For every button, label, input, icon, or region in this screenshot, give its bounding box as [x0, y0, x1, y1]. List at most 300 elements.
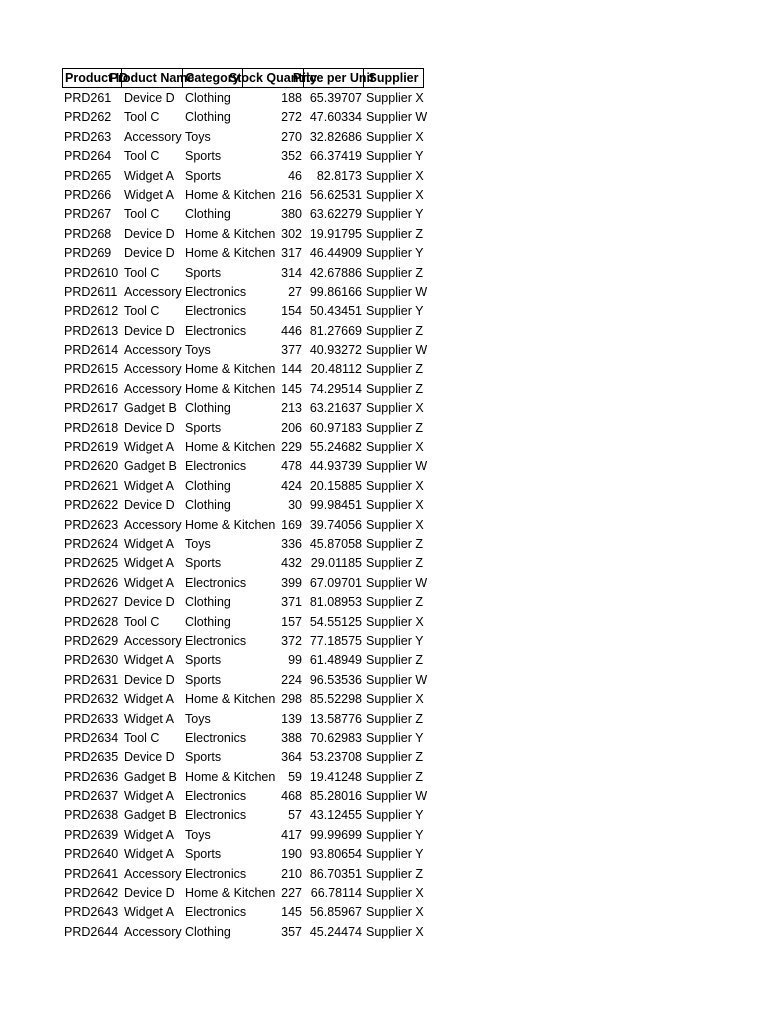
- cell-stock-quantity[interactable]: 399: [281, 575, 302, 590]
- cell-product-id[interactable]: PRD2617: [64, 401, 119, 416]
- cell-supplier[interactable]: Supplier W: [366, 343, 428, 358]
- cell-price-per-unit[interactable]: 74.29514: [309, 381, 362, 396]
- cell-price-per-unit[interactable]: 32.82686: [309, 129, 362, 144]
- cell-product-name[interactable]: Widget A: [124, 653, 175, 668]
- table-row: [62, 477, 424, 496]
- cell-product-name[interactable]: Accessory: [124, 866, 182, 881]
- cell-category[interactable]: Electronics: [185, 284, 247, 299]
- table-row: [62, 613, 424, 632]
- table-row: [62, 108, 428, 127]
- table-row: [62, 787, 428, 806]
- cell-supplier[interactable]: Supplier X: [366, 129, 424, 144]
- cell-stock-quantity[interactable]: 46: [288, 168, 302, 183]
- cell-category[interactable]: Home & Kitchen: [185, 187, 276, 202]
- cell-product-name[interactable]: Widget A: [124, 905, 175, 920]
- cell-product-name[interactable]: Widget A: [124, 575, 175, 590]
- cell-product-id[interactable]: PRD2627: [64, 595, 119, 610]
- cell-product-name[interactable]: Tool C: [124, 265, 160, 280]
- cell-supplier[interactable]: Supplier X: [366, 168, 424, 183]
- cell-category[interactable]: Clothing: [185, 478, 231, 493]
- cell-price-per-unit[interactable]: 61.48949: [309, 653, 362, 668]
- cell-supplier[interactable]: Supplier Y: [366, 730, 424, 745]
- table-row: [62, 225, 424, 244]
- header-product-name[interactable]: [109, 68, 195, 88]
- cell-product-id[interactable]: PRD266: [64, 187, 112, 202]
- cell-category[interactable]: Electronics: [185, 459, 247, 474]
- cell-product-name[interactable]: Tool C: [124, 207, 160, 222]
- cell-product-id[interactable]: PRD2614: [64, 343, 119, 358]
- table-row: [62, 632, 424, 651]
- cell-product-id[interactable]: PRD261: [64, 91, 112, 105]
- cell-product-name[interactable]: Tool C: [124, 110, 160, 125]
- cell-product-id[interactable]: PRD263: [64, 129, 112, 144]
- cell-stock-quantity[interactable]: 30: [288, 498, 302, 513]
- cell-stock-quantity[interactable]: 59: [288, 769, 302, 784]
- cell-stock-quantity[interactable]: 371: [281, 595, 302, 610]
- cell-product-name[interactable]: Widget A: [124, 187, 175, 202]
- cell-category[interactable]: Electronics: [185, 633, 247, 648]
- cell-price-per-unit[interactable]: 56.85967: [309, 905, 362, 920]
- cell-category[interactable]: Home & Kitchen: [185, 246, 276, 261]
- cell-product-id[interactable]: PRD2623: [64, 517, 119, 532]
- cell-product-id[interactable]: PRD2642: [64, 886, 119, 901]
- cell-price-per-unit[interactable]: 39.74056: [309, 517, 362, 532]
- cell-category[interactable]: Clothing: [185, 498, 231, 513]
- cell-category[interactable]: Electronics: [185, 304, 247, 319]
- cell-product-name[interactable]: Widget A: [124, 847, 175, 862]
- cell-product-name[interactable]: Accessory: [124, 924, 182, 939]
- cell-category[interactable]: Sports: [185, 556, 222, 571]
- cell-stock-quantity[interactable]: 380: [281, 207, 302, 222]
- cell-price-per-unit[interactable]: 50.43451: [309, 304, 362, 319]
- cell-category[interactable]: Home & Kitchen: [185, 381, 276, 396]
- cell-supplier[interactable]: Supplier W: [366, 284, 428, 299]
- cell-product-id[interactable]: PRD262: [64, 110, 112, 125]
- cell-category[interactable]: Toys: [185, 536, 211, 551]
- cell-category[interactable]: Sports: [185, 672, 222, 687]
- cell-category[interactable]: Home & Kitchen: [185, 692, 276, 707]
- cell-supplier[interactable]: Supplier Y: [366, 847, 424, 862]
- cell-supplier[interactable]: Supplier Y: [366, 808, 424, 823]
- cell-category[interactable]: Toys: [185, 343, 211, 358]
- cell-stock-quantity[interactable]: 216: [281, 187, 302, 202]
- cell-price-per-unit[interactable]: 19.91795: [309, 226, 362, 241]
- cell-supplier[interactable]: Supplier X: [366, 91, 424, 105]
- cell-stock-quantity[interactable]: 417: [281, 827, 302, 842]
- cell-product-id[interactable]: PRD2624: [64, 536, 119, 551]
- header-supplier[interactable]: [364, 68, 424, 88]
- table-row: [62, 380, 424, 399]
- cell-category[interactable]: Toys: [185, 711, 211, 726]
- cell-supplier[interactable]: Supplier X: [366, 886, 424, 901]
- cell-price-per-unit[interactable]: 47.60334: [309, 110, 362, 125]
- cell-supplier[interactable]: Supplier Z: [366, 866, 423, 881]
- cell-price-per-unit[interactable]: 29.01185: [310, 556, 362, 571]
- cell-product-id[interactable]: PRD2631: [64, 672, 119, 687]
- cell-product-id[interactable]: PRD2625: [64, 556, 119, 571]
- cell-category[interactable]: Sports: [185, 265, 222, 280]
- cell-supplier[interactable]: Supplier Y: [366, 246, 424, 261]
- cell-supplier[interactable]: Supplier W: [366, 672, 428, 687]
- cell-product-id[interactable]: PRD268: [64, 226, 112, 241]
- cell-supplier[interactable]: Supplier Y: [366, 149, 424, 164]
- cell-product-name[interactable]: Device D: [124, 886, 175, 901]
- header-row: [62, 68, 424, 88]
- cell-stock-quantity[interactable]: 210: [281, 866, 302, 881]
- table-row: [62, 457, 428, 476]
- cell-category[interactable]: Sports: [185, 653, 222, 668]
- cell-stock-quantity[interactable]: 227: [281, 886, 302, 901]
- cell-product-id[interactable]: PRD2640: [64, 847, 119, 862]
- cell-product-name[interactable]: Accessory: [124, 633, 182, 648]
- cell-supplier[interactable]: Supplier Z: [366, 536, 423, 551]
- cell-stock-quantity[interactable]: 145: [281, 905, 302, 920]
- cell-price-per-unit[interactable]: 19.41248: [309, 769, 362, 784]
- cell-stock-quantity[interactable]: 206: [281, 420, 302, 435]
- table-row: [62, 322, 424, 341]
- cell-stock-quantity[interactable]: 364: [281, 750, 302, 765]
- cell-price-per-unit[interactable]: 85.52298: [309, 692, 362, 707]
- cell-category[interactable]: Sports: [185, 847, 222, 862]
- cell-supplier[interactable]: Supplier X: [366, 905, 424, 920]
- cell-product-id[interactable]: PRD2632: [64, 692, 119, 707]
- cell-stock-quantity[interactable]: 314: [281, 265, 302, 280]
- cell-supplier[interactable]: Supplier Z: [366, 711, 423, 726]
- cell-product-name[interactable]: Device D: [124, 595, 175, 610]
- cell-category[interactable]: Sports: [185, 750, 222, 765]
- cell-product-id[interactable]: PRD2628: [64, 614, 119, 629]
- cell-category[interactable]: Electronics: [185, 866, 247, 881]
- cell-product-name[interactable]: Accessory: [124, 362, 182, 377]
- cell-category[interactable]: Sports: [185, 149, 222, 164]
- cell-category[interactable]: Clothing: [185, 401, 231, 416]
- cell-price-per-unit[interactable]: 54.55125: [309, 614, 362, 629]
- cell-supplier[interactable]: Supplier Z: [366, 265, 423, 280]
- cell-product-name[interactable]: Widget A: [124, 827, 175, 842]
- cell-product-id[interactable]: PRD267: [64, 207, 112, 222]
- header-price-per-unit[interactable]: [292, 68, 375, 88]
- cell-category[interactable]: Home & Kitchen: [185, 440, 276, 455]
- cell-stock-quantity[interactable]: 169: [281, 517, 302, 532]
- cell-price-per-unit[interactable]: 65.39707: [309, 91, 362, 105]
- cell-supplier[interactable]: Supplier Z: [366, 653, 423, 668]
- cell-stock-quantity[interactable]: 99: [288, 653, 302, 668]
- cell-stock-quantity[interactable]: 468: [281, 789, 302, 804]
- cell-product-name[interactable]: Device D: [124, 750, 175, 765]
- cell-stock-quantity[interactable]: 229: [281, 440, 302, 455]
- table-row: [62, 729, 424, 748]
- cell-category[interactable]: Electronics: [185, 730, 247, 745]
- cell-price-per-unit[interactable]: 93.80654: [309, 847, 362, 862]
- cell-product-id[interactable]: PRD265: [64, 168, 112, 183]
- cell-product-id[interactable]: PRD2622: [64, 498, 119, 513]
- cell-price-per-unit[interactable]: 96.53536: [309, 672, 362, 687]
- cell-price-per-unit[interactable]: 67.09701: [309, 575, 362, 590]
- cell-price-per-unit[interactable]: 56.62531: [309, 187, 362, 202]
- cell-category[interactable]: Clothing: [185, 91, 231, 105]
- cell-product-name[interactable]: Widget A: [124, 478, 175, 493]
- cell-supplier[interactable]: Supplier X: [366, 692, 424, 707]
- cell-product-name[interactable]: Accessory: [124, 343, 182, 358]
- cell-supplier[interactable]: Supplier Z: [366, 556, 423, 571]
- cell-category[interactable]: Home & Kitchen: [185, 886, 276, 901]
- cell-price-per-unit[interactable]: 66.37419: [309, 149, 362, 164]
- table-row: [62, 128, 424, 147]
- cell-stock-quantity[interactable]: 272: [281, 110, 302, 125]
- cell-category[interactable]: Clothing: [185, 924, 231, 939]
- table-row: [62, 205, 424, 224]
- table-row: [62, 147, 424, 166]
- cell-category[interactable]: Clothing: [185, 614, 231, 629]
- cell-supplier[interactable]: Supplier X: [366, 187, 424, 202]
- cell-stock-quantity[interactable]: 270: [281, 129, 302, 144]
- cell-stock-quantity[interactable]: 424: [281, 478, 302, 493]
- cell-product-name[interactable]: Tool C: [124, 614, 160, 629]
- cell-price-per-unit[interactable]: 20.15885: [309, 478, 362, 493]
- cell-category[interactable]: Electronics: [185, 808, 247, 823]
- cell-category[interactable]: Electronics: [185, 905, 247, 920]
- cell-category[interactable]: Electronics: [185, 789, 247, 804]
- cell-product-name[interactable]: Tool C: [124, 149, 160, 164]
- cell-product-id[interactable]: PRD2634: [64, 730, 119, 745]
- cell-stock-quantity[interactable]: 154: [281, 304, 302, 319]
- cell-stock-quantity[interactable]: 357: [281, 924, 302, 939]
- cell-product-name[interactable]: Device D: [124, 323, 175, 338]
- cell-product-id[interactable]: PRD2635: [64, 750, 119, 765]
- cell-product-id[interactable]: PRD2620: [64, 459, 119, 474]
- cell-product-name[interactable]: Device D: [124, 498, 175, 513]
- cell-product-id[interactable]: PRD2637: [64, 789, 119, 804]
- cell-stock-quantity[interactable]: 336: [281, 536, 302, 551]
- table-row: [62, 244, 424, 263]
- table-row: [62, 690, 424, 709]
- cell-product-name[interactable]: Device D: [124, 246, 175, 261]
- cell-product-name[interactable]: Device D: [124, 91, 175, 105]
- cell-stock-quantity[interactable]: 446: [281, 323, 302, 338]
- cell-supplier[interactable]: Supplier W: [366, 575, 428, 590]
- cell-product-id[interactable]: PRD2626: [64, 575, 119, 590]
- cell-category[interactable]: Clothing: [185, 207, 231, 222]
- cell-stock-quantity[interactable]: 57: [288, 808, 302, 823]
- cell-product-name[interactable]: Widget A: [124, 692, 175, 707]
- table-row: [62, 302, 424, 321]
- cell-supplier[interactable]: Supplier Z: [366, 595, 423, 610]
- cell-product-name[interactable]: Accessory: [124, 129, 182, 144]
- table-row: [62, 264, 424, 283]
- cell-product-name[interactable]: Device D: [124, 672, 175, 687]
- cell-category[interactable]: Home & Kitchen: [185, 226, 276, 241]
- cell-price-per-unit[interactable]: 63.21637: [309, 401, 362, 416]
- table-row: [62, 341, 428, 360]
- cell-supplier[interactable]: Supplier Y: [366, 304, 424, 319]
- table-row: [62, 438, 424, 457]
- cell-product-id[interactable]: PRD2619: [64, 440, 119, 455]
- cell-product-name[interactable]: Tool C: [124, 304, 160, 319]
- cell-supplier[interactable]: Supplier Y: [366, 827, 424, 842]
- table-row: [62, 923, 424, 942]
- cell-category[interactable]: Home & Kitchen: [185, 362, 276, 377]
- cell-supplier[interactable]: Supplier X: [366, 924, 424, 939]
- cell-stock-quantity[interactable]: 145: [281, 381, 302, 396]
- cell-supplier[interactable]: Supplier Z: [366, 750, 423, 765]
- table-row: [62, 89, 424, 108]
- cell-product-id[interactable]: PRD2638: [64, 808, 119, 823]
- cell-supplier[interactable]: Supplier Y: [366, 207, 424, 222]
- cell-product-id[interactable]: PRD264: [64, 149, 112, 164]
- cell-price-per-unit[interactable]: 81.27669: [309, 323, 362, 338]
- cell-stock-quantity[interactable]: 352: [281, 149, 302, 164]
- cell-product-id[interactable]: PRD2616: [64, 381, 119, 396]
- cell-category[interactable]: Home & Kitchen: [185, 769, 276, 784]
- cell-stock-quantity[interactable]: 190: [281, 847, 302, 862]
- cell-price-per-unit[interactable]: 44.93739: [309, 459, 362, 474]
- cell-product-name[interactable]: Device D: [124, 226, 175, 241]
- cell-supplier[interactable]: Supplier X: [366, 401, 424, 416]
- cell-price-per-unit[interactable]: 42.67886: [309, 265, 362, 280]
- cell-price-per-unit[interactable]: 40.93272: [309, 343, 362, 358]
- cell-supplier[interactable]: Supplier W: [366, 789, 428, 804]
- cell-product-id[interactable]: PRD2644: [64, 924, 119, 939]
- cell-price-per-unit[interactable]: 66.78114: [310, 886, 362, 901]
- cell-supplier[interactable]: Supplier Z: [366, 420, 423, 435]
- table-row: [62, 903, 424, 922]
- cell-supplier[interactable]: Supplier X: [366, 440, 424, 455]
- cell-product-name[interactable]: Gadget B: [124, 401, 177, 416]
- cell-product-id[interactable]: PRD2621: [64, 478, 119, 493]
- cell-product-id[interactable]: PRD2643: [64, 905, 119, 920]
- table-row: [62, 806, 424, 825]
- cell-stock-quantity[interactable]: 139: [281, 711, 302, 726]
- cell-category[interactable]: Home & Kitchen: [185, 517, 276, 532]
- cell-stock-quantity[interactable]: 372: [281, 633, 302, 648]
- cell-price-per-unit[interactable]: 77.18575: [309, 633, 362, 648]
- cell-category[interactable]: Clothing: [185, 110, 231, 125]
- cell-supplier[interactable]: Supplier Y: [366, 633, 424, 648]
- cell-product-name[interactable]: Accessory: [124, 517, 182, 532]
- cell-product-name[interactable]: Tool C: [124, 730, 160, 745]
- table-row: [62, 186, 424, 205]
- cell-product-name[interactable]: Widget A: [124, 711, 175, 726]
- cell-product-id[interactable]: PRD2615: [64, 362, 119, 377]
- cell-supplier[interactable]: Supplier W: [366, 459, 428, 474]
- cell-supplier[interactable]: Supplier W: [366, 110, 428, 125]
- cell-price-per-unit[interactable]: 99.99699: [309, 827, 362, 842]
- cell-price-per-unit[interactable]: 53.23708: [309, 750, 362, 765]
- cell-price-per-unit[interactable]: 20.48112: [310, 362, 362, 377]
- cell-price-per-unit[interactable]: 13.58776: [309, 711, 362, 726]
- cell-product-id[interactable]: PRD2613: [64, 323, 119, 338]
- cell-price-per-unit[interactable]: 82.8173: [316, 168, 362, 183]
- cell-product-id[interactable]: PRD2633: [64, 711, 119, 726]
- cell-stock-quantity[interactable]: 302: [281, 226, 302, 241]
- cell-product-id[interactable]: PRD2612: [64, 304, 119, 319]
- cell-category[interactable]: Electronics: [185, 575, 247, 590]
- header-price-per-unit-text: Price per Unit: [292, 71, 375, 85]
- cell-price-per-unit[interactable]: 85.28016: [309, 789, 362, 804]
- cell-product-name[interactable]: Widget A: [124, 556, 175, 571]
- cell-product-id[interactable]: PRD2629: [64, 633, 119, 648]
- cell-stock-quantity[interactable]: 157: [281, 614, 302, 629]
- cell-product-name[interactable]: Widget A: [124, 536, 175, 551]
- table-row: [62, 845, 424, 864]
- cell-product-name[interactable]: Gadget B: [124, 459, 177, 474]
- cell-price-per-unit[interactable]: 86.70351: [309, 866, 362, 881]
- cell-product-name[interactable]: Widget A: [124, 789, 175, 804]
- cell-category[interactable]: Sports: [185, 168, 222, 183]
- cell-stock-quantity[interactable]: 144: [281, 362, 302, 377]
- cell-product-name[interactable]: Widget A: [124, 440, 175, 455]
- cell-price-per-unit[interactable]: 46.44909: [309, 246, 362, 261]
- cell-price-per-unit[interactable]: 45.87058: [309, 536, 362, 551]
- cell-stock-quantity[interactable]: 298: [281, 692, 302, 707]
- cell-product-name[interactable]: Accessory: [124, 381, 182, 396]
- cell-price-per-unit[interactable]: 55.24682: [309, 440, 362, 455]
- cell-price-per-unit[interactable]: 70.62983: [309, 730, 362, 745]
- cell-stock-quantity[interactable]: 388: [281, 730, 302, 745]
- table-body: [62, 89, 428, 942]
- cell-category[interactable]: Electronics: [185, 323, 247, 338]
- cell-category[interactable]: Toys: [185, 129, 211, 144]
- cell-stock-quantity[interactable]: 317: [281, 246, 302, 261]
- cell-supplier[interactable]: Supplier Z: [366, 226, 423, 241]
- header-product-name-text: Product Name: [109, 71, 195, 85]
- cell-product-name[interactable]: Gadget B: [124, 769, 177, 784]
- cell-stock-quantity[interactable]: 188: [281, 91, 302, 105]
- cell-category[interactable]: Toys: [185, 827, 211, 842]
- cell-supplier[interactable]: Supplier Z: [366, 769, 423, 784]
- cell-product-id[interactable]: PRD2636: [64, 769, 119, 784]
- cell-supplier[interactable]: Supplier X: [366, 478, 424, 493]
- cell-product-name[interactable]: Widget A: [124, 168, 175, 183]
- cell-price-per-unit[interactable]: 60.97183: [309, 420, 362, 435]
- header-product-id[interactable]: Product ID: [62, 68, 122, 88]
- cell-product-name[interactable]: Accessory: [124, 284, 182, 299]
- cell-product-id[interactable]: PRD2618: [64, 420, 119, 435]
- cell-product-id[interactable]: PRD2641: [64, 866, 119, 881]
- cell-stock-quantity[interactable]: 224: [281, 672, 302, 687]
- cell-supplier[interactable]: Supplier Z: [366, 362, 423, 377]
- table-row: [62, 496, 424, 515]
- cell-supplier[interactable]: Supplier Z: [366, 381, 423, 396]
- cell-product-id[interactable]: PRD2611: [64, 284, 118, 299]
- cell-supplier[interactable]: Supplier X: [366, 498, 424, 513]
- cell-price-per-unit[interactable]: 45.24474: [309, 924, 362, 939]
- cell-product-name[interactable]: Device D: [124, 420, 175, 435]
- cell-price-per-unit[interactable]: 99.98451: [309, 498, 362, 513]
- cell-product-name[interactable]: Gadget B: [124, 808, 177, 823]
- table-row: [62, 167, 424, 186]
- cell-stock-quantity[interactable]: 432: [281, 556, 302, 571]
- cell-category[interactable]: Clothing: [185, 595, 231, 610]
- cell-price-per-unit[interactable]: 43.12455: [309, 808, 362, 823]
- header-stock-quantity-text: Stock Quantity: [228, 71, 318, 85]
- cell-price-per-unit[interactable]: 99.86166: [309, 284, 362, 299]
- cell-product-id[interactable]: PRD2630: [64, 653, 119, 668]
- cell-stock-quantity[interactable]: 478: [281, 459, 302, 474]
- cell-supplier[interactable]: Supplier X: [366, 517, 424, 532]
- cell-supplier[interactable]: Supplier X: [366, 614, 424, 629]
- cell-product-id[interactable]: PRD2610: [64, 265, 119, 280]
- cell-category[interactable]: Sports: [185, 420, 222, 435]
- cell-product-id[interactable]: PRD2639: [64, 827, 119, 842]
- cell-stock-quantity[interactable]: 377: [281, 343, 302, 358]
- cell-supplier[interactable]: Supplier Z: [366, 323, 423, 338]
- cell-price-per-unit[interactable]: 81.08953: [309, 595, 362, 610]
- cell-stock-quantity[interactable]: 213: [281, 401, 302, 416]
- cell-product-id[interactable]: PRD269: [64, 246, 112, 261]
- cell-stock-quantity[interactable]: 27: [288, 284, 302, 299]
- cell-price-per-unit[interactable]: 63.62279: [309, 207, 362, 222]
